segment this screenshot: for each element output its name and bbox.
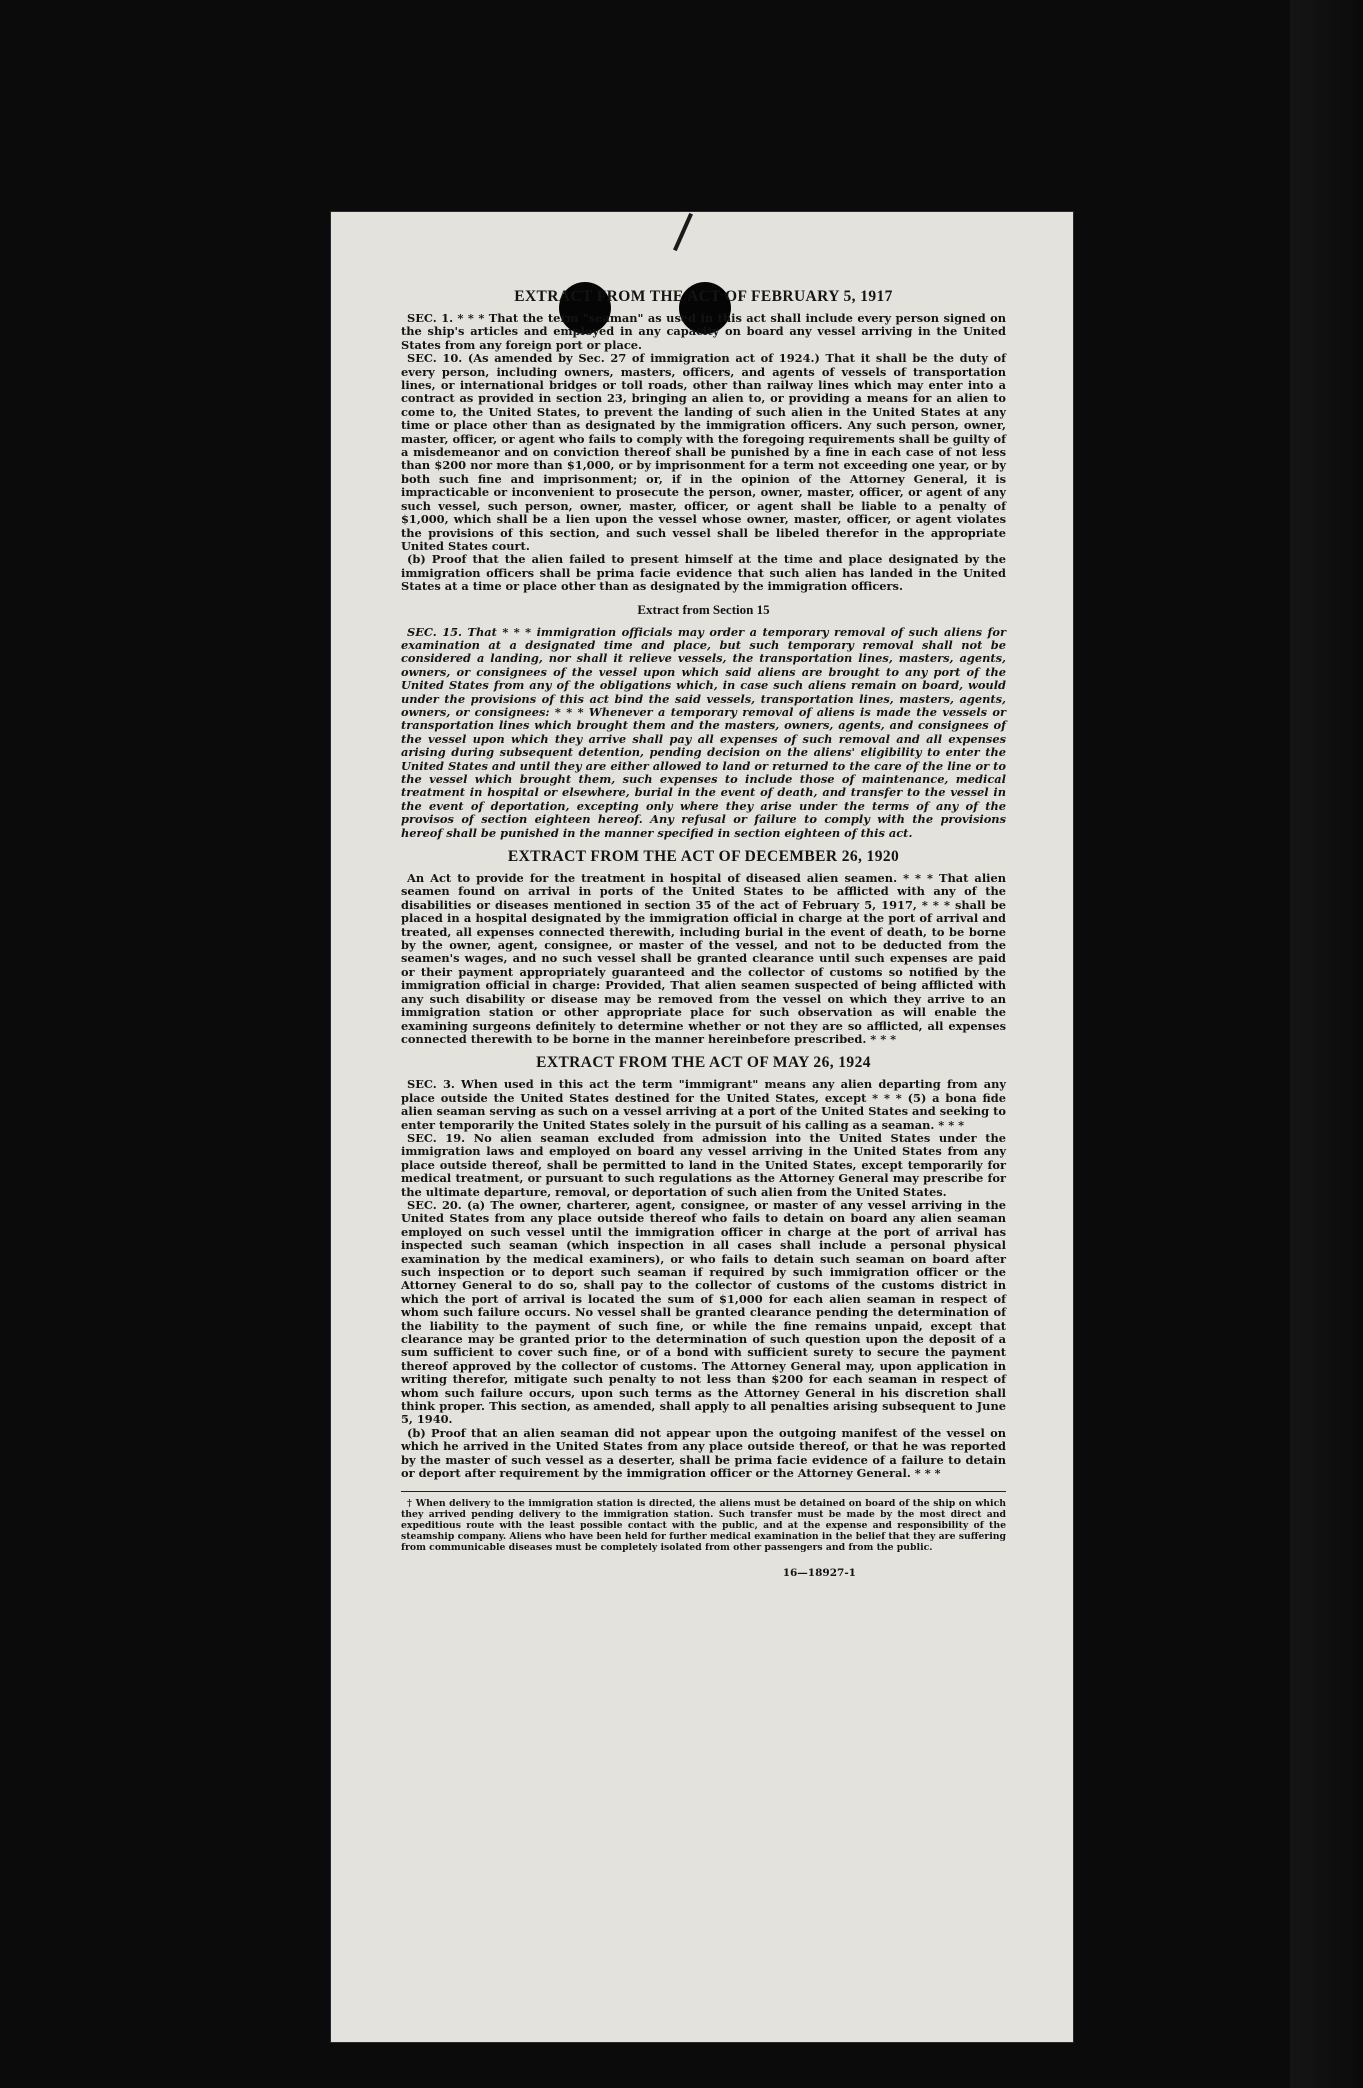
footnote: † When delivery to the immigration station is directed, the aliens must be detained on board of the ship on which they arrived pending delivery to the immigration station. Such transfer must be made by the most direct and expeditious route with the least possible contact with the public, and at the expense and responsibility of the steamship company. Aliens who have been held for further medical examination in the belief that they are suffering from communicable diseases must be completely isolated from other passengers and from the public. xyxy=(401,1497,1006,1553)
act-1917-heading: EXTRACT FROM THE ACT OF FEBRUARY 5, 1917 xyxy=(514,288,893,305)
document-body xyxy=(401,288,1006,1579)
act-1917-sec10b: (b) Proof that the alien failed to present himself at the time and place designated by the immigration officers shall be prima facie evidence that such alien has landed in the United States at a time or place other than as designated by the immigration officers. xyxy=(401,552,1006,594)
section-15-text: SEC. 15. That * * * immigration officials may order a temporary removal of such aliens for examination at a designated time and place, but such temporary removal shall not be considered a landing, nor shall it relieve vessels, the transportation lines, masters, agents, owners, or consignees of the vessel upon which said aliens are brought to any port of the United States from any of the obligations which, in case such aliens remain on board, would under the provisions of this act bind the said vessels, transportation lines, masters, agents, owners, or consignees: * * * Whenever a temporary removal of aliens is made the vessels or transportation lines which brought them and the masters, owners, agents, and consignees of the vessel upon which they arrive shall pay all expenses of such removal and all expenses arising during subsequent detention, pending decision on the aliens' eligibility to enter the United States and until they are either allowed to land or returned to the care of the line or to the vessel which brought them, such expenses to include those of maintenance, medical treatment in hospital or elsewhere, burial in the event of death, and transfer to the vessel in the event of deportation, excepting only where they arise under the terms of any of the provisos of section eighteen hereof. Any refusal or failure to comply with the provisions hereof shall be punished in the manner specified in section eighteen of this act. xyxy=(401,624,1006,840)
section-15 xyxy=(401,602,1006,841)
footnote-rule xyxy=(401,1491,1006,1492)
paper-tear xyxy=(673,213,693,251)
act-1917-section xyxy=(401,288,1006,594)
act-1924-sec20a: SEC. 20. (a) The owner, charterer, agent, consignee, or master of any vessel arriving in the United States from any place outside thereof who fails to detain on board any alien seaman employed on such vessel until the immigration officer in charge at the port of arrival has inspected such seaman (which inspection in all cases shall include a personal physical examination by the medical examiners), or who fails to detain such seaman on board after such inspection or to deport such seaman if required by such immigration officer or the Attorney General to do so, shall pay to the collector of customs of the customs district in which the port of arrival is located the sum of $1,000 for each alien seaman in respect of whom such failure occurs. No vessel shall be granted clearance pending the determination of the liability to the payment of such fine, or while the fine remains unpaid, except that clearance may be granted prior to the determination of such question upon the deposit of a sum sufficient to cover such fine, or of a bond with sufficient surety to secure the payment thereof approved by the collector of customs. The Attorney General may, upon application in writing therefor, mitigate such penalty to not less than $200 for each seaman in respect of whom such failure occurs, upon such terms as the Attorney General in his discretion shall think proper. This section, as amended, shall apply to all penalties arising subsequent to June 5, 1940. xyxy=(401,1197,1006,1427)
act-1924-section xyxy=(401,1054,1006,1480)
print-code: 16—18927-1 xyxy=(782,1566,856,1579)
section-15-heading: Extract from Section 15 xyxy=(637,601,770,617)
scan-edge xyxy=(1290,0,1363,2088)
document-page xyxy=(331,212,1073,2042)
act-1920-section xyxy=(401,848,1006,1046)
act-1920-heading: EXTRACT FROM THE ACT OF DECEMBER 26, 1920 xyxy=(507,848,900,866)
act-1924-sec19: SEC. 19. No alien seaman excluded from admission into the United States under the immigration laws and employed on board any vessel arriving in the United States from any place outside thereof, shall be permitted to land in the United States, except temporarily for medical treatment, or pursuant to such regulations as the Attorney General may prescribe for the ultimate departure, removal, or deportation of such alien from the United States. xyxy=(401,1130,1006,1199)
act-1920-text: An Act to provide for the treatment in hospital of diseased alien seamen. * * * That alien seamen found on arrival in ports of the United States to be afflicted with any of the disabilities or diseases mentioned in section 35 of the act of February 5, 1917, * * * shall be placed in a hospital designated by the immigration official in charge at the port of arrival and treated, all expenses connected therewith, including burial in the event of death, to be borne by the owner, agent, consignee, or master of the vessel, and not to be deducted from the seamen's wages, and no such vessel shall be granted clearance until such expenses are paid or their payment appropriately guaranteed and the collector of customs so notified by the immigration official in charge: Provided, That alien seamen suspected of being afflicted with any such disability or disease may be removed from the vessel on which they arrive to an immigration station or other appropriate place for such observation as will enable the examining surgeons definitely to determine whether or not they are so afflicted, all expenses connected therewith to be borne in the manner hereinbefore prescribed. * * * xyxy=(401,871,1006,1046)
act-1917-sec10: SEC. 10. (As amended by Sec. 27 of immigration act of 1924.) That it shall be the duty of every person, including owners, masters, officers, and agents of vessels of transportation lines, or international bridges or toll roads, other than railway lines which may enter into a contract as provided in section 23, bringing an alien to, or providing a means for an alien to come to, the United States, to prevent the landing of such alien in the United States at any time or place other than as designated by the immigration officers. Any such person, owner, master, officer, or agent who fails to comply with the foregoing requirements shall be guilty of a misdemeanor and on conviction thereof shall be punished by a fine in each case of not less than $200 nor more than $1,000, or by imprisonment for a term not exceeding one year, or by both such fine and imprisonment; or, if in the opinion of the Attorney General, it is impracticable or inconvenient to prosecute the person, owner, master, officer, or agent of any such vessel, such person, owner, master, officer, or agent shall be liable to a penalty of $1,000, which shall be a lien upon the vessel whose owner, master, officer, or agent violates the provisions of this section, and such vessel shall be libeled therefor in the appropriate United States court. xyxy=(401,351,1006,553)
act-1924-sec3: SEC. 3. When used in this act the term "immigrant" means any alien departing from any place outside the United States destined for the United States, except * * * (5) a bona fide alien seaman serving as such on a vessel arriving at a port of the United States and seeking to enter temporarily the United States solely in the pursuit of his calling as a seaman. * * * xyxy=(401,1077,1006,1132)
act-1924-heading: EXTRACT FROM THE ACT OF MAY 26, 1924 xyxy=(536,1054,871,1072)
act-1917-sec1: SEC. 1. * * * That the term "seaman" as used in this act shall include every person signed on the ship's articles and employed in any capacity on board any vessel arriving in the United States from any foreign port or place. xyxy=(401,311,1006,352)
act-1924-sec20b: (b) Proof that an alien seaman did not appear upon the outgoing manifest of the vessel on which he arrived in the United States from any place outside thereof, or that he was reported by the master of such vessel as a deserter, shall be prima facie evidence of a failure to detain or deport after requirement by the immigration officer or the Attorney General. * * * xyxy=(401,1425,1006,1481)
